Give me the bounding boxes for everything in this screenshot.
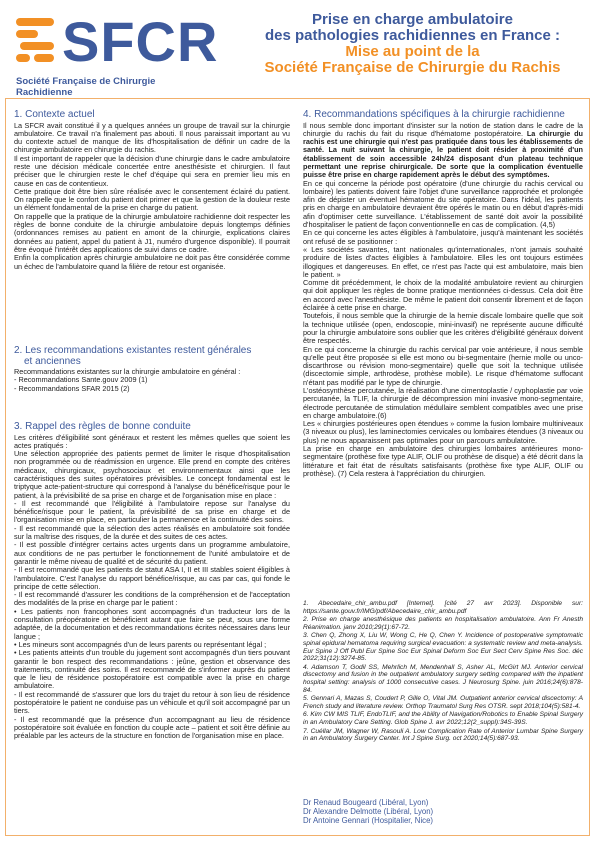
section-heading xyxy=(14,346,290,367)
paragraph: Toutefois, il nous semble que la chirurgie de la hernie discale lombaire quelle que soit la technique utilisée (open, endoscopie, mini-invasif) ne représente aucune difficulté pour la chirurgie ambulatoire sons oublier que les critères d'éligibilité généraux doivent être respectés. xyxy=(303,311,583,346)
section-existing-recommendations xyxy=(14,346,290,393)
paragraph: Comme dit précédemment, le choix de la modalité ambulatoire revient au chirurgien qui doit appliquer les règles de bonne pratique mentionnées ci-dessus. Cela doit être en accord avec l'anesthésiste. De même le patient doit consentir librement et de façon éclairée à cette prise en charge. xyxy=(303,278,583,313)
paragraph: Une sélection appropriée des patients permet de limiter le risque d'hospitalisation non programmée ou de réadmission en urgence. Elle prend en compte des critères médicaux, chirurgicaux, psychosociaux et environnementaux ainsi que les caractéristiques des suites opératoires prévisibles. Le concept fondamental est le triptyque acte-patient-structure qui correspond à l'analyse du bénéfice/risque pour le patient, à la prévisibilité de sa prise en charge et de l'organisation mise en place : xyxy=(14,449,290,500)
reference-item: 3. Chen Q, Zhong X, Liu W, Wong C, He Q, Chen Y. Incidence of postoperative symptomatic spinal epidural hematoma requiring surgical evacuation: a systematic review and meta-analysis. Eur Spine J Off Publ Eur Spine Soc Eur Spinal Deform Soc Eur Sect Cerv Spine Res Soc. déc 2022;31(12):3274-85. xyxy=(303,632,583,663)
list-item: - Il est possible d'intégrer certains actes urgents dans un programme ambulatoire, aux conditions de ne pas perturber le fonctionnement de l'unité ambulatoire et de garantir le même niveau de qualité et de sécurité du patient. xyxy=(14,540,290,566)
paragraph xyxy=(303,122,583,180)
paragraph: On rappelle que la pratique de la chirurgie ambulatoire rachidienne doit respecter les règles de bonne conduite de la chirurgie ambulatoire depuis longtemps définies (ordonnances remises au patient en amont de la chirurgie, explications claires données au patient, appel du patient à J1, numéro d'urgence disponible). Il pourrait être évoqué l'intérêt des applications de suivi dans ce cadre. xyxy=(14,211,290,254)
paragraph: Les critères d'éligibilité sont généraux et restent les mêmes quelles que soient les actes pratiqués : xyxy=(14,432,290,450)
paragraph: Recommandations existantes sur la chirurgie ambulatoire en général : xyxy=(14,367,241,376)
heading-line-2: et anciennes xyxy=(24,355,81,367)
paragraph: La prise en charge en ambulatoire des chirurgies lombaires antérieures mono-segmentaire (prothèse fixe type ALIF, OLIF ou prothèse de disque) a été décrit dans la littérature et fait état de résultats satisfaisants (prothèse fixe type ALIF, OLIF ou prothèse). (7) Cela restera à l'appréciation du chirurgien. xyxy=(303,444,583,478)
reference-item: 1. Abecedaire_chir_ambu.pdf [Internet]. [cité 27 avr 2023]. Disponible sur: https://sante.gouv.fr/IMG/pdf/Abecedaire_chir_ambu.pdf xyxy=(303,600,583,615)
section-heading: 1. Contexte actuel xyxy=(14,109,95,120)
list-item: • Les mineurs sont accompagnés d'un de leurs parents ou représentant légal ; xyxy=(14,639,267,649)
section-heading: 3. Rappel des règles de bonne conduite xyxy=(14,421,191,432)
list-item: - Recommandations Sante.gouv 2009 (1) xyxy=(14,375,148,385)
intro-text: Il nous semble donc important d'insister sur la notion de station dans le cadre de la chirurgie du rachis du fait du risque d'hématome postopératoire. xyxy=(303,120,583,138)
page-header xyxy=(0,0,595,96)
list-item: • Les patients non francophones sont accompagnés d'un traducteur lors de la consultation préopératoire et bénéficient autant que faire se peut, sous une forme adaptée, de la documentation et des recommandations écrites nécessaires dans leur langue ; xyxy=(14,606,290,641)
logo-wordmark xyxy=(14,10,219,73)
reference-item: 2. Prise en charge anesthésique des patients en hospitalisation ambulatoire. Ann Fr Anesth Réanimation. janv 2010;29(1):67-72. xyxy=(303,616,583,631)
page-title xyxy=(240,12,585,76)
paragraph: Enfin la complication après chirurgie ambulatoire ne doit pas être considérée comme un échec de l'ambulatoire quand la filière de retour est organisée. xyxy=(14,253,290,271)
heading-line-1: 2. Les recommandations existantes restent générales xyxy=(14,345,252,356)
logo-subtitle: Société Française de Chirurgie Rachidienne xyxy=(16,76,156,98)
reference-item: 4. Adamson T, Godil SS, Mehrlich M, Mendenhall S, Asher AL, McGirt MJ. Anterior cervical discectomy and fusion in the outpatient ambulatory surgery setting compared with the inpatient hospital setting: analysis of 1000 consecutive cases. J Neurosurg Spine. juin 2016;24(6):878-84. xyxy=(303,663,583,694)
paragraph: En ce qui concerne les actes éligibles à l'ambulatoire, jusqu'à maintenant les sociétés ont refusé de se positionner : xyxy=(303,228,583,246)
references-list xyxy=(303,600,583,744)
list-item: - Il est recommandé que les patients de statut ASA I, II et III stables soient éligibles à l'ambulatoire. C'est l'analyse du rapport bénéfice/risque, au cas par cas, qui fonde le principe de cette sélection. xyxy=(14,565,290,591)
reference-item: 5. Gennari A, Mazas S, Coudert P, Gille O, Vital JM. Outpatient anterior cervical discectomy: A French study and literature review. Orthop Traumatol Surg Res OTSR. sept 2018;104(5):581-4. xyxy=(303,695,583,710)
author: Dr Alexandre Delmotte (Libéral, Lyon) xyxy=(303,807,434,816)
paragraph: « Les sociétés savantes, tant nationales qu'internationales, n'ont jamais souhaité produire de listes d'actes éligibles à l'ambulatoire. Elles les ont toujours estimées illogiques et dangereuses. En effet, ce n'est pas l'acte qui est ambulatoire, mais bien le patient. » xyxy=(303,244,583,279)
paragraph: L'ostéosynthèse percutanée, la réalisation d'une cimentoplastie / cyphoplastie par voie percutanée, la TLIF, la chirurgie de décompression mini invasive mono-segmentaire, électrode percutanée de stimulation médullaire semblent compatibles avec une prise en charge ambulatoire.(6) xyxy=(303,386,583,420)
title-line-2: des pathologies rachidiennes en France : xyxy=(264,27,561,44)
sfcr-logo xyxy=(14,8,219,98)
section-good-conduct-rules xyxy=(14,422,290,740)
title-line-4: Société Française de Chirurgie du Rachis xyxy=(264,59,561,76)
list-item: - Il est recommandé de s'assurer que lors du trajet du retour à son lieu de résidence postopératoire le patient ne conduise pas un véhicule et qu'il soit accompagné par un tiers. xyxy=(14,689,290,716)
section-spine-recommendations xyxy=(303,110,583,478)
authors-list xyxy=(303,798,583,825)
title-line-1: Prise en charge ambulatoire xyxy=(312,11,513,28)
logo-text: SFCR xyxy=(62,10,219,73)
paragraph: En ce qui concerne la période post opératoire (d'une chirurgie du rachis cervical ou lombaire) les patients doivent faire l'objet d'une surveillance rapprochée et prolongée afin de dépister un éventuel hématome du site opératoire. Dans l'idéal, les patients pris en charge en ambulatoire devraient être opérés le matin ou en début d'après-midi afin d'optimiser cette surveillance. L'établissement de santé doit avoir la possibilité d'hospitaliser le patient de façon conventionnelle en cas de complication. (4,5) xyxy=(303,178,583,230)
paragraph: La SFCR avait constitué il y a quelques années un groupe de travail sur la chirurgie ambulatoire. Ce travail n'a finalement pas abouti. Il nous paraissait important au vu du contexte actuel de manque de lits d'hospitalisation de définir un cadre de la chirurgie ambulatoire en chirurgie du rachis. xyxy=(14,120,290,155)
title-line-3: Mise au point de la xyxy=(345,43,480,60)
author: Dr Renaud Bougeard (Libéral, Lyon) xyxy=(303,798,429,807)
list-item: • Les patients atteints d'un trouble du jugement sont accompagnés d'un tiers pouvant garantir le bon respect des recommandations : jeûne, gestion et observance des traitements, continuité des soins. Il est recommandé de s'informer auprès du patient que le lieu de résidence postopératoire est compatible avec la prise en charge ambulatoire. xyxy=(14,648,290,691)
paragraph: Les « chirurgies postérieures open étendues » comme la fusion lombaire multiniveaux (3 niveaux ou plus), les laminectomies cervicales ou lombaires étendues (3 niveaux ou plus) ne nous apparaissent pas optimales pour un parcours ambulatoire. xyxy=(303,419,583,445)
paragraph: En ce qui concerne la chirurgie du rachis cervical par voie antérieure, il nous semble qu'elle peut être proposée si elle est mono ou bi-segmentaire (hernie molle ou unco-discarthrose ou révision mono-segmentaire) quelle que soit la technique utilisée (discectomie simple, arthrodèse, prothèse mobile). Le risque d'hématome suffocant n'étant pas modifié par le type de chirurgie. xyxy=(303,344,583,387)
intro-bold-text: La chirurgie du rachis est une chirurgie qui n'est pas pratiquée dans tous les établissements de santé. La nuit suivant la chirurgie, le patient doit résider à proximité d'un établissement de soin accessible 24h/24 disposant d'un plateau technique permettant une reprise chirurgicale. De sorte que la complication éventuelle puisse être prise en charge rapidement après le début des symptômes. xyxy=(303,128,583,180)
reference-item: 7. Cuéllar JM, Wagner W, Rasouli A. Low Complication Rate of Anterior Lumbar Spine Surgery in an Ambulatory Surgery Center. Int J Spine Surg. oct 2020;14(5):687-93. xyxy=(303,727,583,743)
section-context xyxy=(14,110,290,271)
logo-s-stripes-icon xyxy=(14,14,58,70)
list-item: - Il est recommandé que la présence d'un accompagnant au lieu de résidence postopératoire soit évaluée en fonction du couple acte – patient et soit être définie au préalable par les acteurs de la structure en fonction de l'organisation mise en place. xyxy=(14,714,290,741)
paragraph: Cette pratique doit être bien sûre réalisée avec le consentement éclairé du patient. On rappelle que le confort du patient doit primer et que la gestion de la douleur reste un élément fondamental de la prise en charge du patient. xyxy=(14,186,290,213)
section-heading: 4. Recommandations spécifiques à la chirurgie rachidienne xyxy=(303,109,565,120)
paragraph: Il est important de rappeler que la décision d'une chirurgie dans le cadre ambulatoire reste une décision médicale concertée entre anesthésiste et chirurgien. Il faut préciser que le chirurgien reste le chef d'équipe qui sera en premier lieu mis en cause en cas de contentieux. xyxy=(14,153,290,188)
list-item: - Recommandations SFAR 2015 (2) xyxy=(14,383,130,393)
list-item: - Il est recommandé que la sélection des actes réalisés en ambulatoire soit fondée sur la maîtrise des risques, de la durée et des suites de ces actes. xyxy=(14,523,290,542)
list-item: - Il est recommandé d'assurer les conditions de la compréhension et de l'acceptation des modalités de la prise en charge par le patient : xyxy=(14,590,290,608)
reference-item: 6. Kim CW MIS TLIF, EndoTLIF, and the Ability of Navigation/Robotics to Enable Spinal Surgery in an Ambulatory Care Setting. Glob Spine J. avr 2022;12(2_suppl):34S-39S. xyxy=(303,711,583,726)
list-item: - Il est recommandé que l'éligibilité à l'ambulatoire repose sur l'analyse du bénéfice/risque pour le patient, la prévisibilité de sa prise en charge et de l'organisation mise en place, en particulier la permanence et la continuité des soins. xyxy=(14,498,290,525)
author: Dr Antoine Gennari (Hospitalier, Nice) xyxy=(303,816,434,825)
